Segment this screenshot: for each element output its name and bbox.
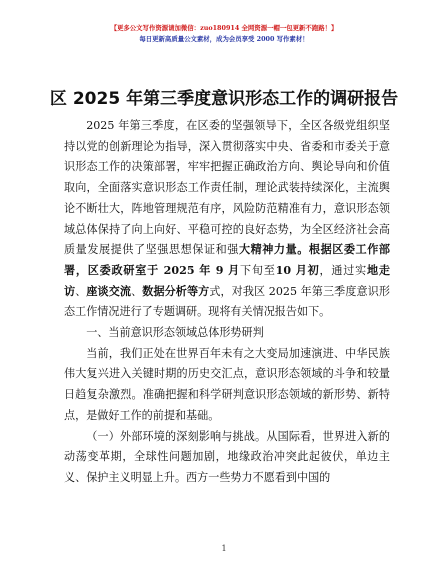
document-body [64, 116, 390, 489]
promo-line-red: 【更多公文写作资源请加微信：zuo180914 全网资源一帽一包更新不跑路！】 [110, 24, 338, 32]
subsection-paragraph: （一）外部环境的深刻影响与挑战。从国际看，世界进入新的动荡变革期，全球性问题加剧，地缘政治冲突此起彼伏，单边主义、保护主义明显上升。西方一些势力不愿看到中国的 [64, 429, 390, 484]
intro-text-4: 、 [75, 284, 87, 298]
section-paragraph: 当前，我们正处在世界百年未有之大变局加速演进、中华民族伟大复兴进入关键时期的历史交汇点，意识形态领域的斗争和较量日趋复杂激烈。准确把握和科学研判意识形态领域的新形势、新特点，是做好工作的前提和基础。 [64, 346, 390, 422]
intro-text-2: 下旬至 [239, 263, 276, 277]
intro-text-3: ，通过实 [319, 263, 367, 277]
header-banner [0, 24, 448, 44]
page-number: 1 [221, 544, 227, 553]
intro-bold-2: 10 月初 [275, 263, 320, 277]
intro-text-1: 2025 年第三季度，在区委的坚强领导下，全区各级党组织坚持以党的创新理论为指导，深入贯彻落实中央、省委和市委关于意识形态工作的决策部署，牢牢把握正确政治方向、舆论导向和价值取向，全面落实意识形态工作责任制，理论武装持续深化，主流舆论不断壮大，阵地管理规范有序，风险防范精准有力，意识形态领域总体保持了向上向好、平稳可控的良好态势，为全区经济社会高质量发展提供了坚强思想保证和强 [64, 119, 390, 257]
promo-line-blue: 每日更新高质量公文素材，成为会员享受 2000 写作素材！ [139, 35, 309, 43]
intro-bold-4: 座谈交流 [86, 284, 132, 298]
intro-paragraph [64, 116, 390, 323]
intro-text-5: 、 [131, 284, 143, 298]
intro-bold-3: 地走访 [64, 263, 390, 298]
document-title: 区 2025 年第三季度意识形态工作的调研报告 [49, 89, 399, 109]
intro-bold-1: 大精神力量。根据区委工作部署，区委政研室于 2025 年 9 月 [64, 243, 390, 277]
intro-text-6: 式，对我区 2025 年第三季度意识形态工作情况进行了专题调研。现将有关情况报告如下。 [64, 284, 390, 319]
section-heading: 一、当前意识形态领域总体形势研判 [86, 326, 264, 340]
intro-bold-5: 数据分析等方 [142, 284, 210, 298]
